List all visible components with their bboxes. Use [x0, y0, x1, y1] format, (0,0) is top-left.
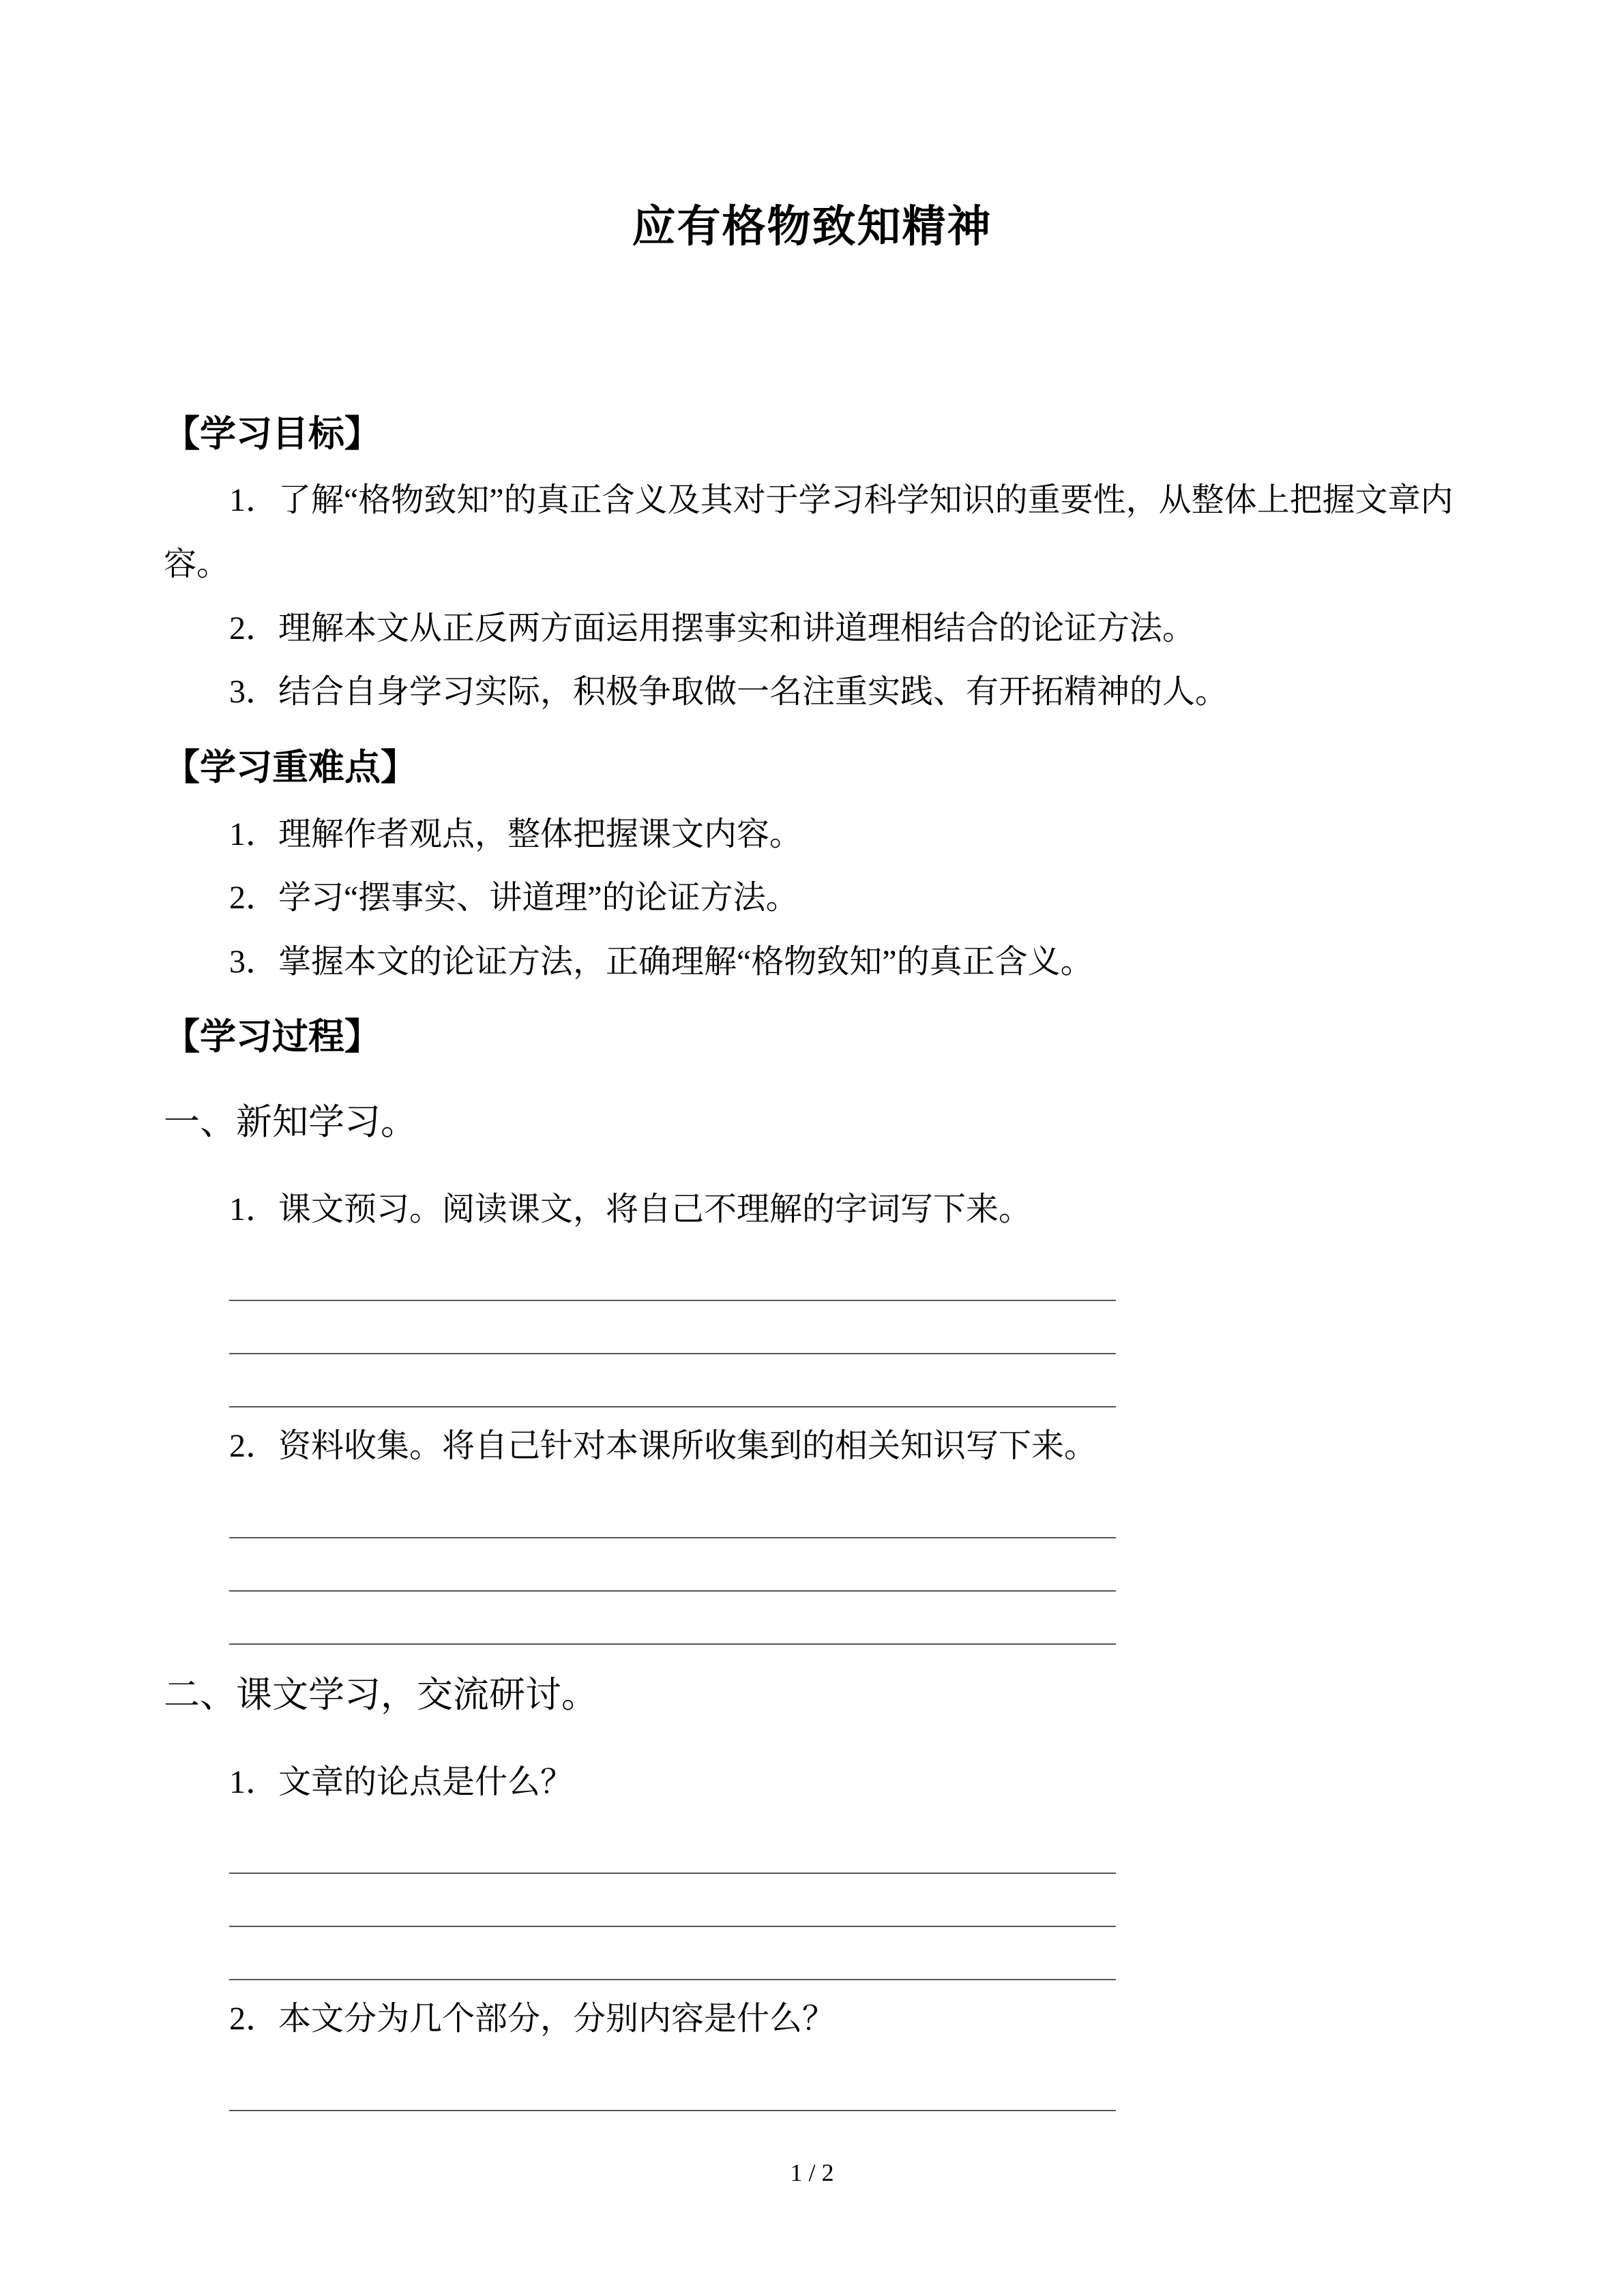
answer-blank-line — [229, 1485, 1116, 1538]
answer-blank-line — [229, 1927, 1116, 1980]
key-point-item-1: 1．理解作者观点，整体把握课文内容。 — [229, 816, 803, 852]
answer-blank-line — [229, 1248, 1116, 1301]
part2-question-1: 1．文章的论点是什么？ — [229, 1763, 574, 1800]
answer-lines-group-1 — [229, 1248, 1460, 1407]
section-part1-title: 一、新知学习。 — [164, 1103, 417, 1143]
document-title: 应有格物致知精神 — [632, 203, 992, 251]
heading-learning-process: 【学习过程】 — [164, 1017, 381, 1058]
part1-task-1: 1．课文预习。阅读课文，将自己不理解的字词写下来。 — [229, 1191, 1032, 1227]
objective-item-3: 3．结合自身学习实际，积极争取做一名注重实践、有开拓精神的人。 — [229, 674, 1228, 711]
objective-item-1: 1．了解“格物致知”的真正含义及其对于学习科学知识的重要性，从整体上把握文章内容。 — [164, 482, 1453, 583]
answer-blank-line — [229, 1301, 1116, 1354]
answer-blank-line — [229, 2058, 1116, 2111]
answer-blank-line — [229, 1592, 1116, 1645]
page-number: 1 / 2 — [790, 2159, 834, 2186]
answer-blank-line — [229, 1821, 1116, 1874]
part1-task-2: 2．资料收集。将自己针对本课所收集到的相关知识写下来。 — [229, 1428, 1097, 1465]
part2-question-2: 2．本文分为几个部分，分别内容是什么？ — [229, 2001, 836, 2038]
answer-lines-group-2 — [229, 1485, 1460, 1645]
answer-blank-line — [229, 1354, 1116, 1407]
answer-lines-group-3 — [229, 1821, 1460, 1980]
answer-blank-line — [229, 1874, 1116, 1927]
objective-item-2: 2．理解本文从正反两方面运用摆事实和讲道理相结合的论证方法。 — [229, 610, 1196, 646]
answer-lines-group-4 — [229, 2058, 1460, 2111]
heading-learning-objectives: 【学习目标】 — [164, 414, 381, 454]
key-point-item-2: 2．学习“摆事实、讲道理”的论证方法。 — [229, 880, 799, 916]
heading-key-points: 【学习重难点】 — [164, 747, 417, 788]
section-part2-title: 二、课文学习，交流研讨。 — [164, 1675, 597, 1715]
key-point-item-3: 3．掌握本文的论证方法，正确理解“格物致知”的真正含义。 — [229, 943, 1093, 980]
page-footer — [0, 2158, 1624, 2187]
answer-blank-line — [229, 1538, 1116, 1592]
